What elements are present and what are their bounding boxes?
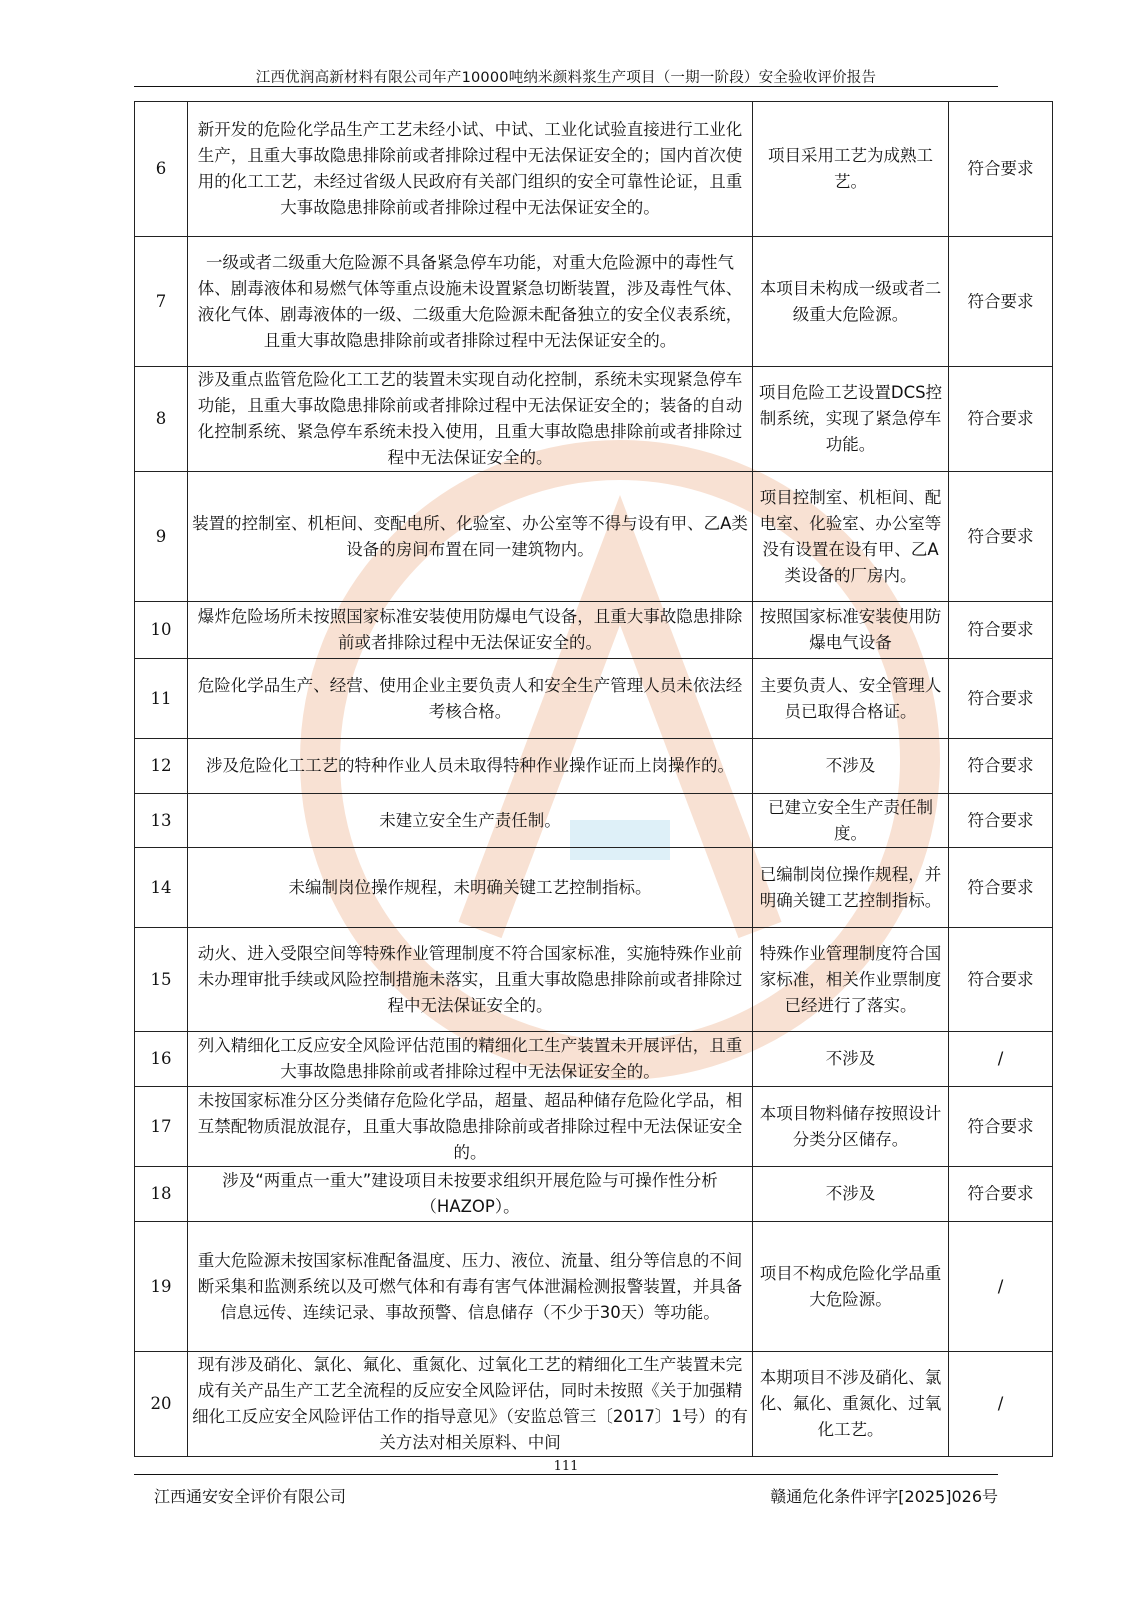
row-number: 10 (135, 602, 188, 659)
row-number: 9 (135, 472, 188, 602)
table-row (135, 102, 1053, 237)
row-conclusion: 符合要求 (949, 794, 1053, 848)
row-number: 11 (135, 659, 188, 739)
row-number: 15 (135, 928, 188, 1032)
table-row (135, 794, 1053, 848)
row-description: 涉及危险化工工艺的特种作业人员未取得特种作业操作证而上岗操作的。 (188, 739, 753, 794)
row-description: 未编制岗位操作规程，未明确关键工艺控制指标。 (188, 848, 753, 928)
row-number: 12 (135, 739, 188, 794)
row-conclusion: 符合要求 (949, 237, 1053, 367)
page-header-title: 江西优润高新材料有限公司年产10000吨纳米颜料浆生产项目（一期一阶段）安全验收评价报告 (255, 70, 877, 86)
table-row (135, 1087, 1053, 1167)
header-rule (134, 86, 998, 87)
table-row (135, 1352, 1053, 1457)
row-number: 8 (135, 367, 188, 472)
row-result: 本期项目不涉及硝化、氯化、氟化、重氮化、过氧化工艺。 (753, 1352, 949, 1457)
row-description: 危险化学品生产、经营、使用企业主要负责人和安全生产管理人员未依法经考核合格。 (188, 659, 753, 739)
table-row (135, 1222, 1053, 1352)
safety-check-table (134, 101, 1053, 1457)
row-conclusion: 符合要求 (949, 739, 1053, 794)
row-conclusion: 符合要求 (949, 472, 1053, 602)
row-result: 不涉及 (753, 1032, 949, 1087)
row-result: 按照国家标准安装使用防爆电气设备 (753, 602, 949, 659)
row-result: 主要负责人、安全管理人员已取得合格证。 (753, 659, 949, 739)
row-result: 本项目物料储存按照设计分类分区储存。 (753, 1087, 949, 1167)
row-result: 本项目未构成一级或者二级重大危险源。 (753, 237, 949, 367)
row-description: 未按国家标准分区分类储存危险化学品，超量、超品种储存危险化学品，相互禁配物质混放混存，且重大事故隐患排除前或者排除过程中无法保证安全的。 (188, 1087, 753, 1167)
table-row (135, 739, 1053, 794)
row-number: 20 (135, 1352, 188, 1457)
row-number: 16 (135, 1032, 188, 1087)
row-conclusion: 符合要求 (949, 659, 1053, 739)
row-result: 项目不构成危险化学品重大危险源。 (753, 1222, 949, 1352)
row-number: 6 (135, 102, 188, 237)
row-conclusion: 符合要求 (949, 1087, 1053, 1167)
row-description: 涉及重点监管危险化工工艺的装置未实现自动化控制，系统未实现紧急停车功能，且重大事故隐患排除前或者排除过程中无法保证安全的；装备的自动化控制系统、紧急停车系统未投入使用，且重大事故隐患排除前或者排除过程中无法保证安全的。 (188, 367, 753, 472)
row-result: 项目危险工艺设置DCS控制系统，实现了紧急停车功能。 (753, 367, 949, 472)
row-number: 17 (135, 1087, 188, 1167)
row-description: 装置的控制室、机柜间、变配电所、化验室、办公室等不得与设有甲、乙A类设备的房间布置在同一建筑物内。 (188, 472, 753, 602)
table-row (135, 1167, 1053, 1222)
table-row (135, 848, 1053, 928)
row-conclusion: 符合要求 (949, 602, 1053, 659)
row-description: 未建立安全生产责任制。 (188, 794, 753, 848)
row-conclusion: 符合要求 (949, 848, 1053, 928)
row-conclusion: 符合要求 (949, 367, 1053, 472)
row-description: 列入精细化工反应安全风险评估范围的精细化工生产装置未开展评估，且重大事故隐患排除前或者排除过程中无法保证安全的。 (188, 1032, 753, 1087)
row-result: 不涉及 (753, 1167, 949, 1222)
footer-company: 江西通安安全评价有限公司 (154, 1487, 347, 1506)
table-row (135, 928, 1053, 1032)
table-row (135, 1032, 1053, 1087)
row-description: 一级或者二级重大危险源不具备紧急停车功能，对重大危险源中的毒性气体、剧毒液体和易燃气体等重点设施未设置紧急切断装置，涉及毒性气体、液化气体、剧毒液体的一级、二级重大危险源未配备独立的安全仪表系统，且重大事故隐患排除前或者排除过程中无法保证安全的。 (188, 237, 753, 367)
row-number: 14 (135, 848, 188, 928)
row-result: 已建立安全生产责任制度。 (753, 794, 949, 848)
row-result: 项目控制室、机柜间、配电室、化验室、办公室等没有设置在设有甲、乙A类设备的厂房内。 (753, 472, 949, 602)
row-conclusion: 符合要求 (949, 1167, 1053, 1222)
table-row (135, 602, 1053, 659)
row-conclusion: 符合要求 (949, 928, 1053, 1032)
footer-report-number: 赣通危化条件评字[2025]026号 (770, 1487, 998, 1506)
row-result: 已编制岗位操作规程，并明确关键工艺控制指标。 (753, 848, 949, 928)
table-row (135, 659, 1053, 739)
footer-rule (134, 1474, 998, 1475)
row-number: 19 (135, 1222, 188, 1352)
row-conclusion: / (949, 1222, 1053, 1352)
row-description: 涉及“两重点一重大”建设项目未按要求组织开展危险与可操作性分析（HAZOP）。 (188, 1167, 753, 1222)
page-number: 111 (553, 1459, 579, 1474)
row-number: 13 (135, 794, 188, 848)
row-conclusion: / (949, 1352, 1053, 1457)
row-result: 不涉及 (753, 739, 949, 794)
row-description: 重大危险源未按国家标准配备温度、压力、液位、流量、组分等信息的不间断采集和监测系统以及可燃气体和有毒有害气体泄漏检测报警装置，并具备信息远传、连续记录、事故预警、信息储存（不少于30天）等功能。 (188, 1222, 753, 1352)
row-description: 爆炸危险场所未按照国家标准安装使用防爆电气设备，且重大事故隐患排除前或者排除过程中无法保证安全的。 (188, 602, 753, 659)
table-row (135, 367, 1053, 472)
row-result: 项目采用工艺为成熟工艺。 (753, 102, 949, 237)
row-conclusion: 符合要求 (949, 102, 1053, 237)
row-description: 现有涉及硝化、氯化、氟化、重氮化、过氧化工艺的精细化工生产装置未完成有关产品生产工艺全流程的反应安全风险评估，同时未按照《关于加强精细化工反应安全风险评估工作的指导意见》（安监总管三〔2017〕1号）的有关方法对相关原料、中间 (188, 1352, 753, 1457)
row-result: 特殊作业管理制度符合国家标准，相关作业票制度已经进行了落实。 (753, 928, 949, 1032)
row-description: 动火、进入受限空间等特殊作业管理制度不符合国家标准，实施特殊作业前未办理审批手续或风险控制措施未落实，且重大事故隐患排除前或者排除过程中无法保证安全的。 (188, 928, 753, 1032)
row-number: 7 (135, 237, 188, 367)
table-row (135, 237, 1053, 367)
row-conclusion: / (949, 1032, 1053, 1087)
table-row (135, 472, 1053, 602)
row-description: 新开发的危险化学品生产工艺未经小试、中试、工业化试验直接进行工业化生产，且重大事故隐患排除前或者排除过程中无法保证安全的；国内首次使用的化工工艺，未经过省级人民政府有关部门组织的安全可靠性论证，且重大事故隐患排除前或者排除过程中无法保证安全的。 (188, 102, 753, 237)
row-number: 18 (135, 1167, 188, 1222)
